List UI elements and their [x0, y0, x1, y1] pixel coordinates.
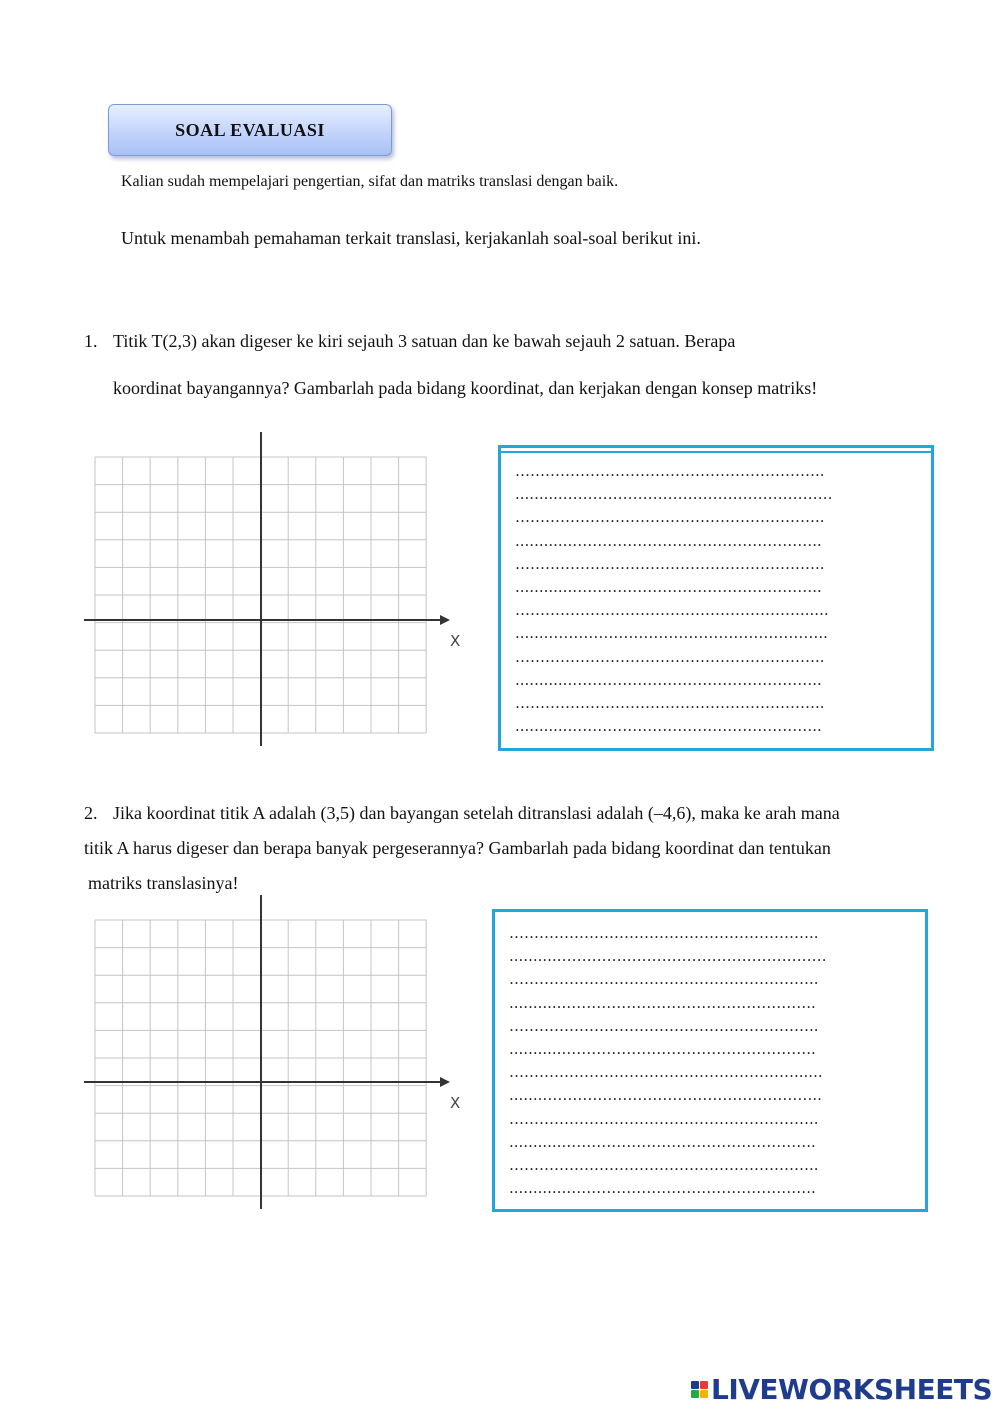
answer-line[interactable]: .......……………………………………………….. — [509, 1086, 822, 1105]
answer-line[interactable]: …………………………………………………….. — [515, 508, 825, 527]
q1-answer-lines — [515, 460, 917, 738]
answer-line[interactable]: ............………………………………………….. — [515, 577, 822, 596]
answer-line[interactable]: ..........……………………………………………… — [509, 947, 827, 966]
answer-line[interactable]: ............………………………………………….. — [509, 993, 816, 1012]
answer-line[interactable]: ............………………………………………….. — [509, 1132, 816, 1151]
answer-line[interactable]: …………………………………………………….. — [515, 693, 825, 712]
answer-line[interactable]: …………………………………………………….. — [515, 647, 825, 666]
answer-line[interactable]: …………………………………………………….. — [509, 970, 819, 989]
answer-line[interactable]: …………………………………………………...... — [515, 601, 829, 620]
answer-line[interactable]: ............………………………………………….. — [515, 717, 822, 736]
answer-line[interactable]: …………………………………………………….. — [509, 1155, 819, 1174]
q2-text-line1: Jika koordinat titik A adalah (3,5) dan bayangan setelah ditranslasi adalah (–4,6), maka ke arah mana — [113, 803, 840, 823]
section-title-box — [108, 104, 392, 156]
q2-number: 2. — [84, 803, 98, 823]
answer-line[interactable]: …………………………………………………….. — [509, 1016, 819, 1035]
q1-number: 1. — [84, 331, 98, 351]
q2-coordinate-grid[interactable] — [82, 893, 462, 1213]
q2-text-line2: titik A harus digeser dan berapa banyak pergeserannya? Gambarlah pada bidang koordinat dan tentukan — [84, 838, 831, 858]
answer-line[interactable]: …………………………………………………….. — [515, 554, 825, 573]
section-title: SOAL EVALUASI — [175, 119, 325, 140]
answer-line[interactable]: ............………………………………………….. — [515, 670, 822, 689]
answer-line[interactable]: …………………………………………………...... — [509, 1063, 823, 1082]
q1-coordinate-grid[interactable] — [82, 430, 462, 750]
liveworksheets-logo — [691, 1373, 992, 1405]
q2-answer-box[interactable] — [492, 909, 928, 1212]
answer-line[interactable]: ............………………………………………….. — [515, 531, 822, 550]
q2-x-axis-label: X — [450, 1094, 461, 1112]
q1-x-axis-arrow — [440, 615, 450, 625]
q1-x-axis-label: X — [450, 632, 461, 650]
q2-answer-lines — [509, 922, 911, 1200]
q1-answer-box[interactable] — [498, 445, 934, 751]
logo-mark-icon — [691, 1381, 708, 1398]
q1-text-line2: koordinat bayangannya? Gambarlah pada bidang koordinat, dan kerjakan dengan konsep matriks! — [113, 378, 818, 398]
answer-line[interactable]: …………………………………………………….. — [509, 1109, 819, 1128]
answer-line[interactable]: …………………………………………………….. — [515, 462, 825, 480]
answer-line[interactable]: ............………………………………………….. — [509, 1039, 816, 1058]
q2-text-line3: matriks translasinya! — [88, 873, 239, 893]
q2-grid-svg — [82, 893, 462, 1213]
q2-x-axis-arrow — [440, 1077, 450, 1087]
answer-line[interactable]: ..........……………………………………………… — [515, 485, 833, 504]
q1-text-line1: Titik T(2,3) akan digeser ke kiri sejauh 3 satuan dan ke bawah sejauh 2 satuan. Berapa — [113, 331, 736, 351]
logo-text: LIVEWORKSHEETS — [711, 1372, 993, 1406]
answer-line[interactable]: …………………………………………………….. — [509, 924, 819, 942]
answer-line[interactable]: ............………………………………………….. — [509, 1179, 816, 1198]
q1-grid-svg — [82, 430, 462, 750]
intro-text-1: Kalian sudah mempelajari pengertian, sifat dan matriks translasi dengan baik. — [121, 173, 619, 190]
intro-text-2: Untuk menambah pemahaman terkait translasi, kerjakanlah soal-soal berikut ini. — [121, 228, 701, 248]
answer-line[interactable]: .......……………………………………………….. — [515, 624, 828, 643]
